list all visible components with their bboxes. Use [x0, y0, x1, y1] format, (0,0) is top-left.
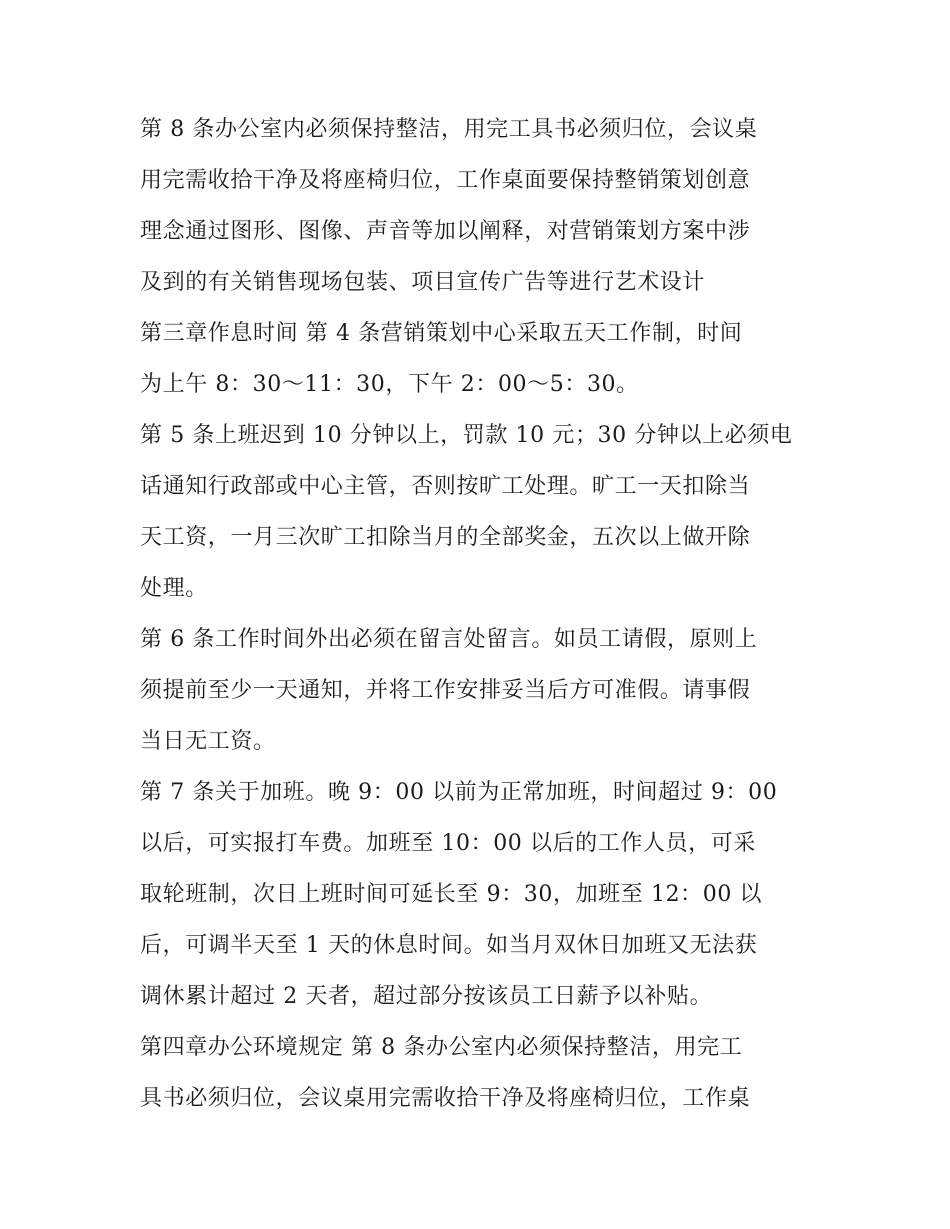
text-line: 调休累计超过 2 天者，超过部分按该员工日薪予以补贴。 — [140, 984, 713, 1009]
text-line: 第三章作息时间 第 4 条营销策划中心采取五天工作制，时间 — [140, 321, 743, 346]
text-line: 以后，可实报打车费。加班至 10：00 以后的工作人员，可采 — [140, 831, 756, 856]
text-line: 第 8 条办公室内必须保持整洁，用完工具书必须归位，会议桌 — [140, 117, 758, 142]
text-line: 第 5 条上班迟到 10 分钟以上，罚款 10 元；30 分钟以上必须电 — [140, 423, 793, 448]
text-line: 第 6 条工作时间外出必须在留言处留言。如员工请假，原则上 — [140, 627, 758, 652]
text-line: 话通知行政部或中心主管，否则按旷工处理。旷工一天扣除当 — [140, 474, 751, 499]
text-line: 及到的有关销售现场包装、项目宣传广告等进行艺术设计 — [140, 270, 706, 295]
text-line: 后，可调半天至 1 天的休息时间。如当月双休日加班又无法获 — [140, 933, 758, 958]
text-line: 理念通过图形、图像、声音等加以阐释，对营销策划方案中涉 — [140, 219, 751, 244]
text-line: 当日无工资。 — [140, 729, 276, 754]
text-line: 第四章办公环境规定 第 8 条办公室内必须保持整洁，用完工 — [140, 1035, 743, 1060]
text-line: 取轮班制，次日上班时间可延长至 9：30，加班至 12：00 以 — [140, 882, 763, 907]
text-line: 处理。 — [140, 576, 208, 601]
text-line: 为上午 8：30～11：30，下午 2：00～5：30。 — [140, 372, 639, 397]
text-line: 用完需收拾干净及将座椅归位，工作桌面要保持整销策划创意 — [140, 168, 751, 193]
text-line: 天工资，一月三次旷工扣除当月的全部奖金，五次以上做开除 — [140, 525, 751, 550]
text-line: 须提前至少一天通知，并将工作安排妥当后方可准假。请事假 — [140, 678, 751, 703]
text-line: 具书必须归位，会议桌用完需收拾干净及将座椅归位，工作桌 — [140, 1086, 751, 1111]
text-line: 第 7 条关于加班。晚 9：00 以前为正常加班，时间超过 9：00 — [140, 780, 778, 805]
